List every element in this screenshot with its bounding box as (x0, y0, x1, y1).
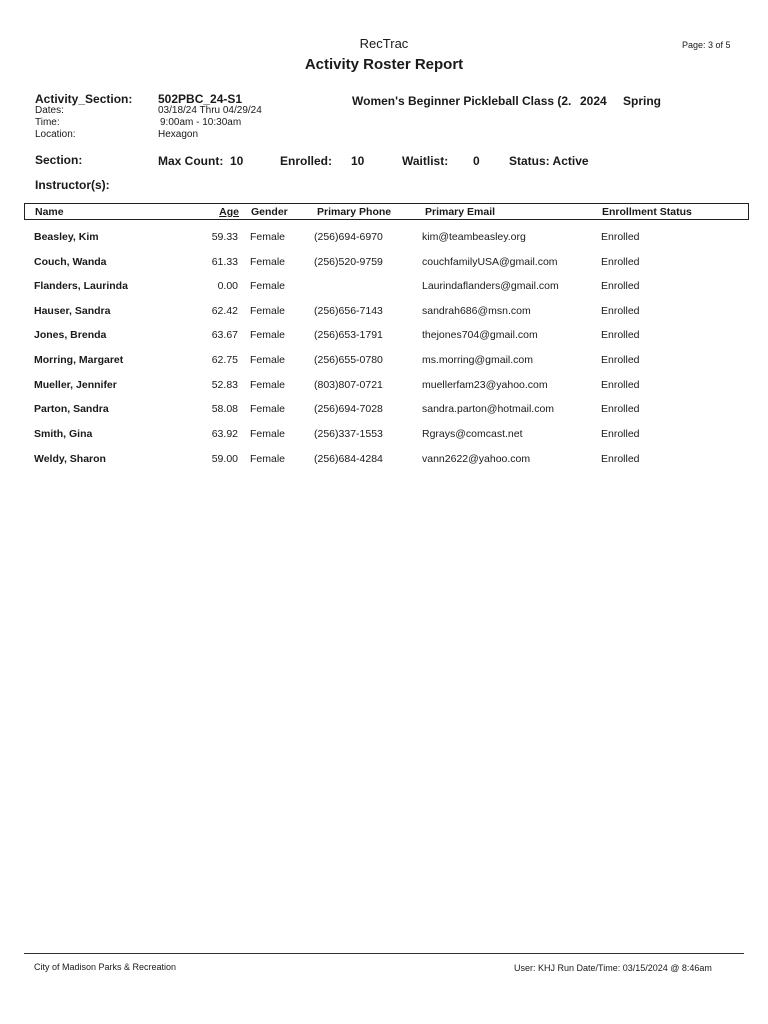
row-name: Mueller, Jennifer (34, 379, 117, 391)
row-gender: Female (250, 280, 286, 292)
col-header-name: Name (35, 206, 64, 218)
row-phone: (256)520-9759 (314, 256, 383, 268)
row-gender: Female (250, 453, 286, 465)
section-label: Section: (35, 153, 83, 167)
row-email: Rgrays@comcast.net (422, 428, 523, 440)
row-status: Enrolled (601, 231, 640, 243)
location-value: Hexagon (158, 129, 199, 140)
row-name: Couch, Wanda (34, 256, 107, 268)
row-status: Enrolled (601, 403, 640, 415)
row-age: 52.83 (211, 379, 238, 391)
row-phone: (256)656-7143 (314, 305, 383, 317)
row-email: couchfamilyUSA@gmail.com (422, 256, 558, 268)
row-phone: (256)694-7028 (314, 403, 383, 415)
class-season: Spring (623, 94, 661, 108)
enrolled-label: Enrolled: (280, 154, 333, 168)
row-email: thejones704@gmail.com (422, 329, 538, 341)
roster-table-header (24, 203, 749, 220)
row-name: Jones, Brenda (34, 329, 107, 341)
row-age: 62.75 (211, 354, 238, 366)
row-phone: (256)694-6970 (314, 231, 383, 243)
table-row (24, 351, 749, 369)
table-row (24, 450, 749, 468)
row-email: Laurindaflanders@gmail.com (422, 280, 559, 292)
row-gender: Female (250, 403, 286, 415)
row-status: Enrolled (601, 256, 640, 268)
row-age: 63.92 (211, 428, 238, 440)
class-year: 2024 (580, 94, 607, 108)
row-status: Enrolled (601, 329, 640, 341)
instructors-label: Instructor(s): (35, 178, 110, 192)
footer-run-info: User: KHJ Run Date/Time: 03/15/2024 @ 8:46am (514, 963, 712, 973)
row-phone: (256)653-1791 (314, 329, 383, 341)
col-header-phone: Primary Phone (317, 206, 392, 218)
row-status: Enrolled (601, 354, 640, 366)
time-label: Time: (35, 117, 60, 128)
row-gender: Female (250, 379, 286, 391)
table-row (24, 326, 749, 344)
row-name: Weldy, Sharon (34, 453, 106, 465)
row-gender: Female (250, 329, 286, 341)
section-status: Status: Active (509, 154, 589, 168)
table-row (24, 376, 749, 394)
col-header-email: Primary Email (425, 206, 496, 218)
row-name: Smith, Gina (34, 428, 93, 440)
table-row (24, 425, 749, 443)
row-email: ms.morring@gmail.com (422, 354, 534, 366)
row-phone: (803)807-0721 (314, 379, 383, 391)
row-gender: Female (250, 354, 286, 366)
dates-value: 03/18/24 Thru 04/29/24 (158, 105, 262, 116)
footer-organization: City of Madison Parks & Recreation (34, 962, 177, 972)
table-row (24, 302, 749, 320)
row-email: kim@teambeasley.org (422, 231, 526, 243)
report-title: Activity Roster Report (304, 56, 464, 73)
page-number: Page: 3 of 5 (682, 40, 731, 50)
activity-section-code: 502PBC_24-S1 (158, 92, 243, 106)
row-gender: Female (250, 231, 286, 243)
max-count-value: 10 (230, 154, 244, 168)
waitlist-value: 0 (473, 154, 480, 168)
row-email: sandrah686@msn.com (422, 305, 531, 317)
row-age: 58.08 (211, 403, 238, 415)
dates-label: Dates: (35, 105, 64, 116)
max-count-label: Max Count: (158, 154, 224, 168)
row-age: 0.00 (217, 280, 238, 292)
row-email: vann2622@yahoo.com (422, 453, 531, 465)
row-status: Enrolled (601, 280, 640, 292)
row-age: 59.00 (211, 453, 238, 465)
row-gender: Female (250, 428, 286, 440)
col-header-status: Enrollment Status (602, 206, 692, 218)
waitlist-label: Waitlist: (402, 154, 449, 168)
footer-divider (24, 953, 744, 954)
row-status: Enrolled (601, 305, 640, 317)
table-row (24, 277, 749, 295)
enrolled-value: 10 (351, 154, 365, 168)
time-value: 9:00am - 10:30am (160, 117, 242, 128)
row-name: Flanders, Laurinda (34, 280, 128, 292)
table-row (24, 253, 749, 271)
row-status: Enrolled (601, 379, 640, 391)
col-header-gender: Gender (251, 206, 288, 218)
table-row (24, 400, 749, 418)
row-name: Beasley, Kim (34, 231, 99, 243)
row-status: Enrolled (601, 453, 640, 465)
row-gender: Female (250, 305, 286, 317)
report-app-name: RecTrac (359, 36, 409, 51)
row-phone: (256)337-1553 (314, 428, 383, 440)
row-email: muellerfam23@yahoo.com (422, 379, 548, 391)
col-header-age: Age (219, 206, 239, 218)
class-name: Women's Beginner Pickleball Class (2. (352, 94, 572, 108)
row-phone: (256)684-4284 (314, 453, 383, 465)
row-age: 62.42 (211, 305, 238, 317)
row-age: 59.33 (211, 231, 238, 243)
row-status: Enrolled (601, 428, 640, 440)
row-name: Hauser, Sandra (34, 305, 111, 317)
location-label: Location: (35, 129, 76, 140)
row-name: Parton, Sandra (34, 403, 109, 415)
activity-section-label: Activity_Section: (35, 92, 133, 106)
row-name: Morring, Margaret (34, 354, 124, 366)
row-age: 63.67 (211, 329, 238, 341)
row-phone: (256)655-0780 (314, 354, 383, 366)
row-email: sandra.parton@hotmail.com (422, 403, 555, 415)
row-gender: Female (250, 256, 286, 268)
table-row (24, 228, 749, 246)
row-age: 61.33 (211, 256, 238, 268)
